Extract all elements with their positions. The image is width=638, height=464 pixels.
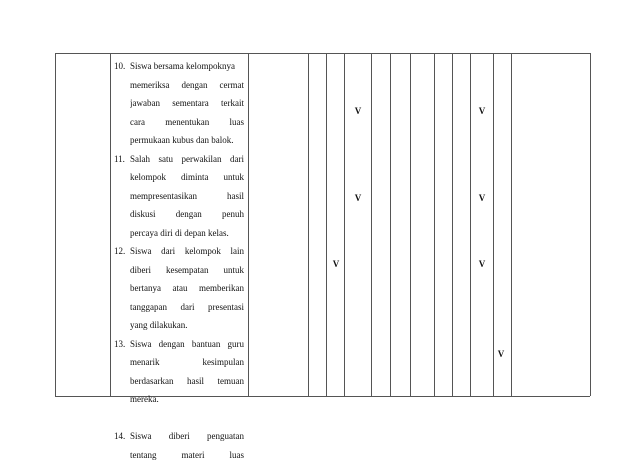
- activity-item-13: [114, 335, 244, 409]
- table-divider-score-10: [493, 53, 494, 396]
- table-divider-score-2: [326, 53, 327, 396]
- activity-list: [114, 57, 244, 464]
- table-divider-score-9: [470, 53, 471, 396]
- activity-item-10: [114, 57, 244, 150]
- activity-text-line: mempresentasikan hasil: [130, 187, 244, 206]
- check-mark: V: [351, 106, 365, 117]
- table-divider-score-7: [434, 53, 435, 396]
- activity-text-line: kelompok diminta untuk: [130, 168, 244, 187]
- table-top-border: [55, 53, 590, 54]
- activity-number: 11.: [114, 150, 125, 169]
- table-border-left: [55, 53, 56, 396]
- table-divider-score-3: [344, 53, 345, 396]
- activity-number: 14.: [114, 427, 125, 446]
- check-mark: V: [475, 106, 489, 117]
- table-divider-number: [110, 53, 111, 396]
- activity-text-line: Siswa dari kelompok lain: [130, 242, 244, 261]
- activity-text-line: yang dilakukan.: [130, 316, 244, 335]
- activity-text-line: berdasarkan hasil temuan: [130, 372, 244, 391]
- activity-text-line: jawaban sementara terkait: [130, 94, 244, 113]
- activity-text-line: Salah satu perwakilan dari: [130, 150, 244, 169]
- activity-text-line: diskusi dengan penuh: [130, 205, 244, 224]
- table-divider-score-1: [308, 53, 309, 396]
- check-mark: V: [351, 193, 365, 204]
- activity-text-line: bertanya atau memberikan: [130, 279, 244, 298]
- table-border-right: [590, 53, 591, 396]
- table-divider-score-11: [511, 53, 512, 396]
- activity-text-line: Siswa bersama kelompoknya: [130, 57, 244, 76]
- check-mark: V: [329, 259, 343, 270]
- activity-text-line: mereka.: [130, 390, 244, 409]
- table-divider-score-8: [452, 53, 453, 396]
- table-divider-score-4: [371, 53, 372, 396]
- activity-text-line: memeriksa dengan cermat: [130, 76, 244, 95]
- activity-text-line: diberi kesempatan untuk: [130, 261, 244, 280]
- activity-text-line: percaya diri di depan kelas.: [130, 224, 244, 243]
- check-mark: V: [494, 349, 508, 360]
- activity-text-line: cara menentukan luas: [130, 113, 244, 132]
- blank-line: [114, 409, 244, 428]
- activity-item-14: [114, 427, 244, 464]
- table-divider-score-5: [390, 53, 391, 396]
- activity-text-line: tentang materi luas: [130, 446, 244, 464]
- check-mark: V: [475, 193, 489, 204]
- table-divider-score-6: [410, 53, 411, 396]
- activity-text-line: permukaan kubus dan balok.: [130, 131, 244, 150]
- activity-item-11: [114, 150, 244, 243]
- activity-text-line: Siswa diberi penguatan: [130, 427, 244, 446]
- activity-item-12: [114, 242, 244, 335]
- activity-number: 12.: [114, 242, 125, 261]
- table-divider-activity: [248, 53, 249, 396]
- activity-number: 13.: [114, 335, 125, 354]
- activity-text-line: tanggapan dari presentasi: [130, 298, 244, 317]
- check-mark: V: [475, 259, 489, 270]
- activity-text-line: Siswa dengan bantuan guru: [130, 335, 244, 354]
- activity-text-line: menarik kesimpulan: [130, 353, 244, 372]
- activity-number: 10.: [114, 57, 125, 76]
